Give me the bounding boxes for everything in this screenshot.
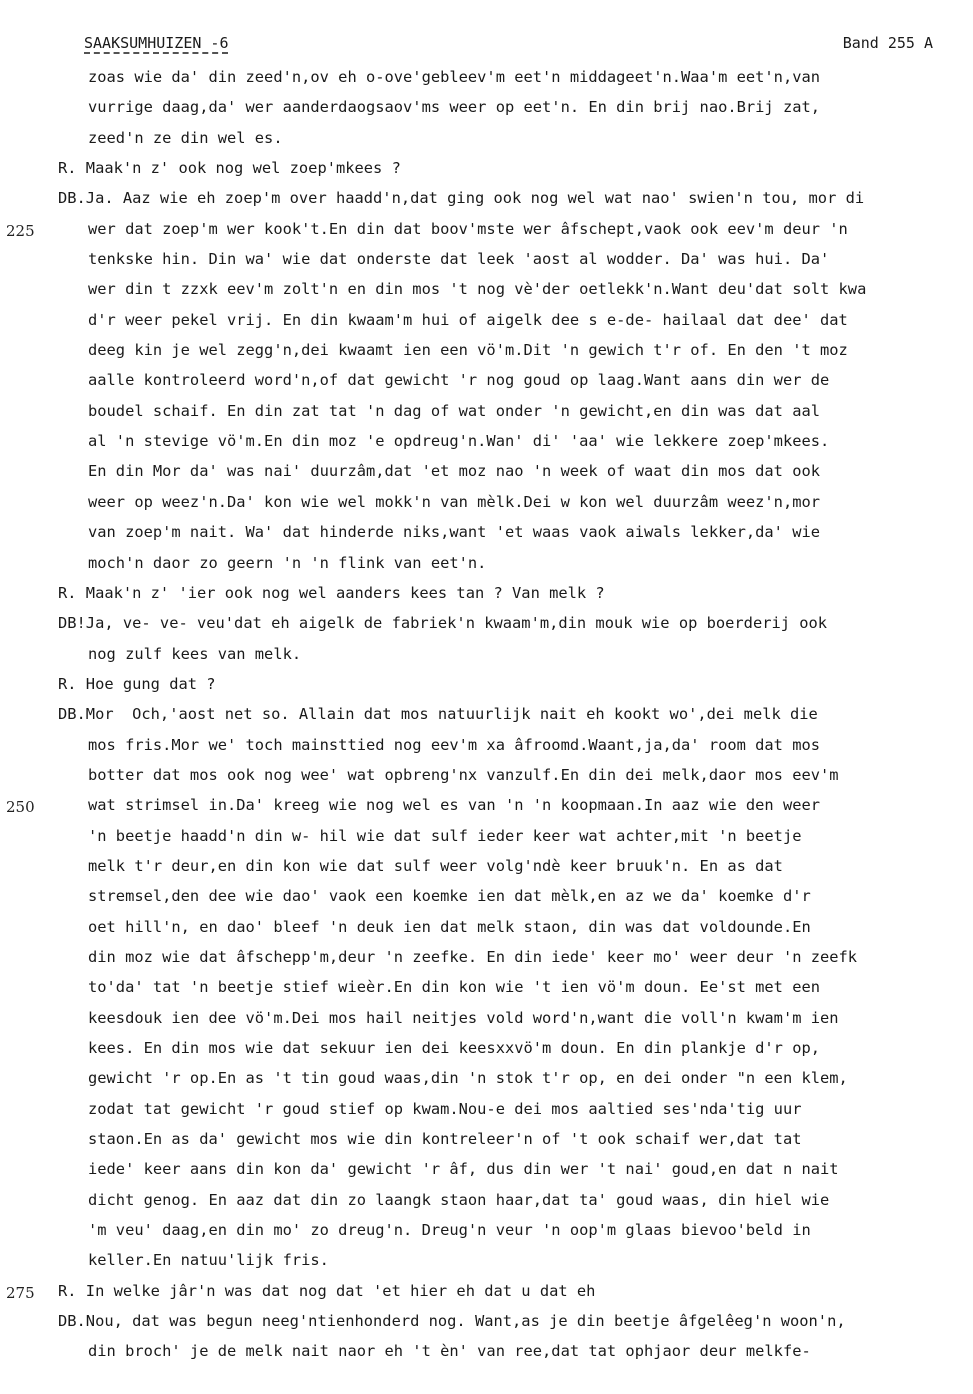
transcript-line: DB!Ja, ve- ve- veu'dat eh aigelk de fabriek'n kwaam'm,din mouk wie op boerderij ook — [58, 614, 828, 633]
transcript-line: to'da' tat 'n beetje stief wieèr.En din kon wie 't ien vö'm doun. Ee'st met een — [88, 978, 821, 997]
transcript-line: iede' keer aans din kon da' gewicht 'r âf, dus din wer 't nai' goud,en dat n nait — [88, 1160, 839, 1179]
document-title: SAAKSUMHUIZEN -6 — [84, 34, 229, 52]
transcript-line: boudel schaif. En din zat tat 'n dag of wat onder 'n gewicht,en din was dat aal — [88, 401, 821, 420]
transcript-line: 'm veu' daag,en din mo' zo dreug'n. Dreug'n veur 'n oop'm glaas bievoo'beld in — [88, 1221, 811, 1240]
transcript-line: vurrige daag,da' wer aanderdaogsaov'ms weer op eet'n. En din brij nao.Brij zat, — [88, 98, 821, 117]
transcript-line: van zoep'm nait. Wa' dat hinderde niks,want 'et waas vaok aiwals lekker,da' wie — [88, 523, 821, 542]
page-header — [84, 34, 933, 56]
transcript-line: mos fris.Mor we' toch mainsttied nog eev'm xa âfroomd.Waant,ja,da' room dat mos — [88, 735, 821, 754]
transcript-line: din moz wie dat âfschepp'm,deur 'n zeefke. En din iede' keer mo' weer deur 'n zeefk — [88, 947, 858, 966]
transcript-line: wer din t zzxk eev'm zolt'n en din mos 't nog vè'der oetlekk'n.Want deu'dat solt kwa — [88, 280, 867, 299]
transcript-line: 'n beetje haadd'n din w- hil wie dat sulf ieder keer wat achter,mit 'n beetje — [88, 826, 802, 845]
tape-reference: Band 255 A — [842, 34, 933, 52]
transcript-line: zodat tat gewicht 'r goud stief op kwam.Nou-e dei mos aaltied ses'nda'tig uur — [88, 1099, 802, 1118]
transcript-line: keesdouk ien dee vö'm.Dei mos hail neitjes vold word'n,want die voll'n kwam'm ien — [88, 1008, 839, 1027]
margin-line-number: 250 — [6, 798, 35, 816]
transcript-line: R. In welke jâr'n was dat nog dat 'et hier eh dat u dat eh — [58, 1281, 596, 1300]
transcript-line: stremsel,den dee wie dao' vaok een koemke ien dat mèlk,en az we da' koemke d'r — [88, 887, 811, 906]
transcript-line: kees. En din mos wie dat sekuur ien dei keesxxvö'm doun. En din plankje d'r op, — [88, 1039, 821, 1057]
transcript-line: botter dat mos ook nog wee' wat opbreng'nx vanzulf.En din dei melk,daor mos eev'm — [88, 765, 839, 784]
margin-line-number: 275 — [6, 1284, 35, 1302]
transcript-line: DB.Nou, dat was begun neeg'ntienhonderd nog. Want,as je din beetje âfgelêeg'n woon'n, — [58, 1312, 846, 1331]
transcript-line: zeed'n ze din wel es. — [88, 128, 283, 147]
transcript-line: R. Hoe gung dat ? — [58, 674, 216, 693]
margin-line-number: 225 — [6, 222, 35, 240]
transcript-line: staon.En as da' gewicht mos wie din kontreleer'n of 't ook schaif wer,dat tat — [88, 1130, 802, 1149]
transcript-line: gewicht 'r op.En as 't tin goud waas,din 'n stok t'r op, en dei onder "n een klem, — [88, 1069, 848, 1088]
transcript-line: oet hill'n, en dao' bleef 'n deuk ien dat melk staon, din was dat voldounde.En — [88, 917, 811, 936]
transcript-line: R. Maak'n z' ook nog wel zoep'mkees ? — [58, 159, 401, 178]
transcript-line: keller.En natuu'lijk fris. — [88, 1251, 329, 1270]
transcript-line: dicht genog. En aaz dat din zo laangk staon haar,dat ta' goud waas, din hiel wie — [88, 1190, 830, 1209]
transcript-line: moch'n daor zo geern 'n 'n flink van eet'n. — [88, 553, 487, 572]
transcript-line: nog zulf kees van melk. — [88, 644, 302, 663]
transcript-line: wer dat zoep'm wer kook't.En din dat boov'mste wer âfschept,vaok ook eev'm deur 'n — [88, 219, 848, 238]
transcript-line: R. Maak'n z' 'ier ook nog wel aanders kees tan ? Van melk ? — [58, 583, 605, 602]
transcript-line: tenkske hin. Din wa' wie dat onderste dat leek 'aost al wodder. Da' was hui. Da' — [88, 250, 830, 269]
transcript-line: deeg kin je wel zegg'n,dei kwaamt ien een vö'm.Dit 'n gewich t'r of. En den 't moz — [88, 341, 848, 360]
transcript-line: d'r weer pekel vrij. En din kwaam'm hui of aigelk dee s e-de- hailaal dat dee' dat — [88, 310, 848, 329]
transcript-line: weer op weez'n.Da' kon wie wel mokk'n van mèlk.Dei w kon wel duurzâm weez'n,mor — [88, 492, 821, 511]
transcript-body — [0, 62, 973, 1367]
transcript-line: DB.Mor Och,'aost net so. Allain dat mos natuurlijk nait eh kookt wo',dei melk die — [58, 705, 818, 724]
transcript-line: zoas wie da' din zeed'n,ov eh o-ove'gebleev'm eet'n middageet'n.Waa'm eet'n,van — [88, 68, 821, 86]
transcript-line: melk t'r deur,en din kon wie dat sulf weer volg'ndè keer bruuk'n. En as dat — [88, 856, 783, 875]
transcript-line: din broch' je de melk nait naor eh 't èn' van ree,dat tat ophjaor deur melkfe- — [88, 1342, 811, 1361]
transcript-line: wat strimsel in.Da' kreeg wie nog wel es van 'n 'n koopmaan.In aaz wie den weer — [88, 796, 821, 815]
transcript-line: aalle kontroleerd word'n,of dat gewicht 'r nog goud op laag.Want aans din wer de — [88, 371, 830, 390]
transcript-line: al 'n stevige vö'm.En din moz 'e opdreug'n.Wan' di' 'aa' wie lekkere zoep'mkees. — [88, 432, 830, 451]
transcript-line: En din Mor da' was nai' duurzâm,dat 'et moz nao 'n week of waat din mos dat ook — [88, 462, 821, 481]
transcript-line: DB.Ja. Aaz wie eh zoep'm over haadd'n,dat ging ook nog wel wat nao' swien'n tou, mor di — [58, 189, 865, 208]
